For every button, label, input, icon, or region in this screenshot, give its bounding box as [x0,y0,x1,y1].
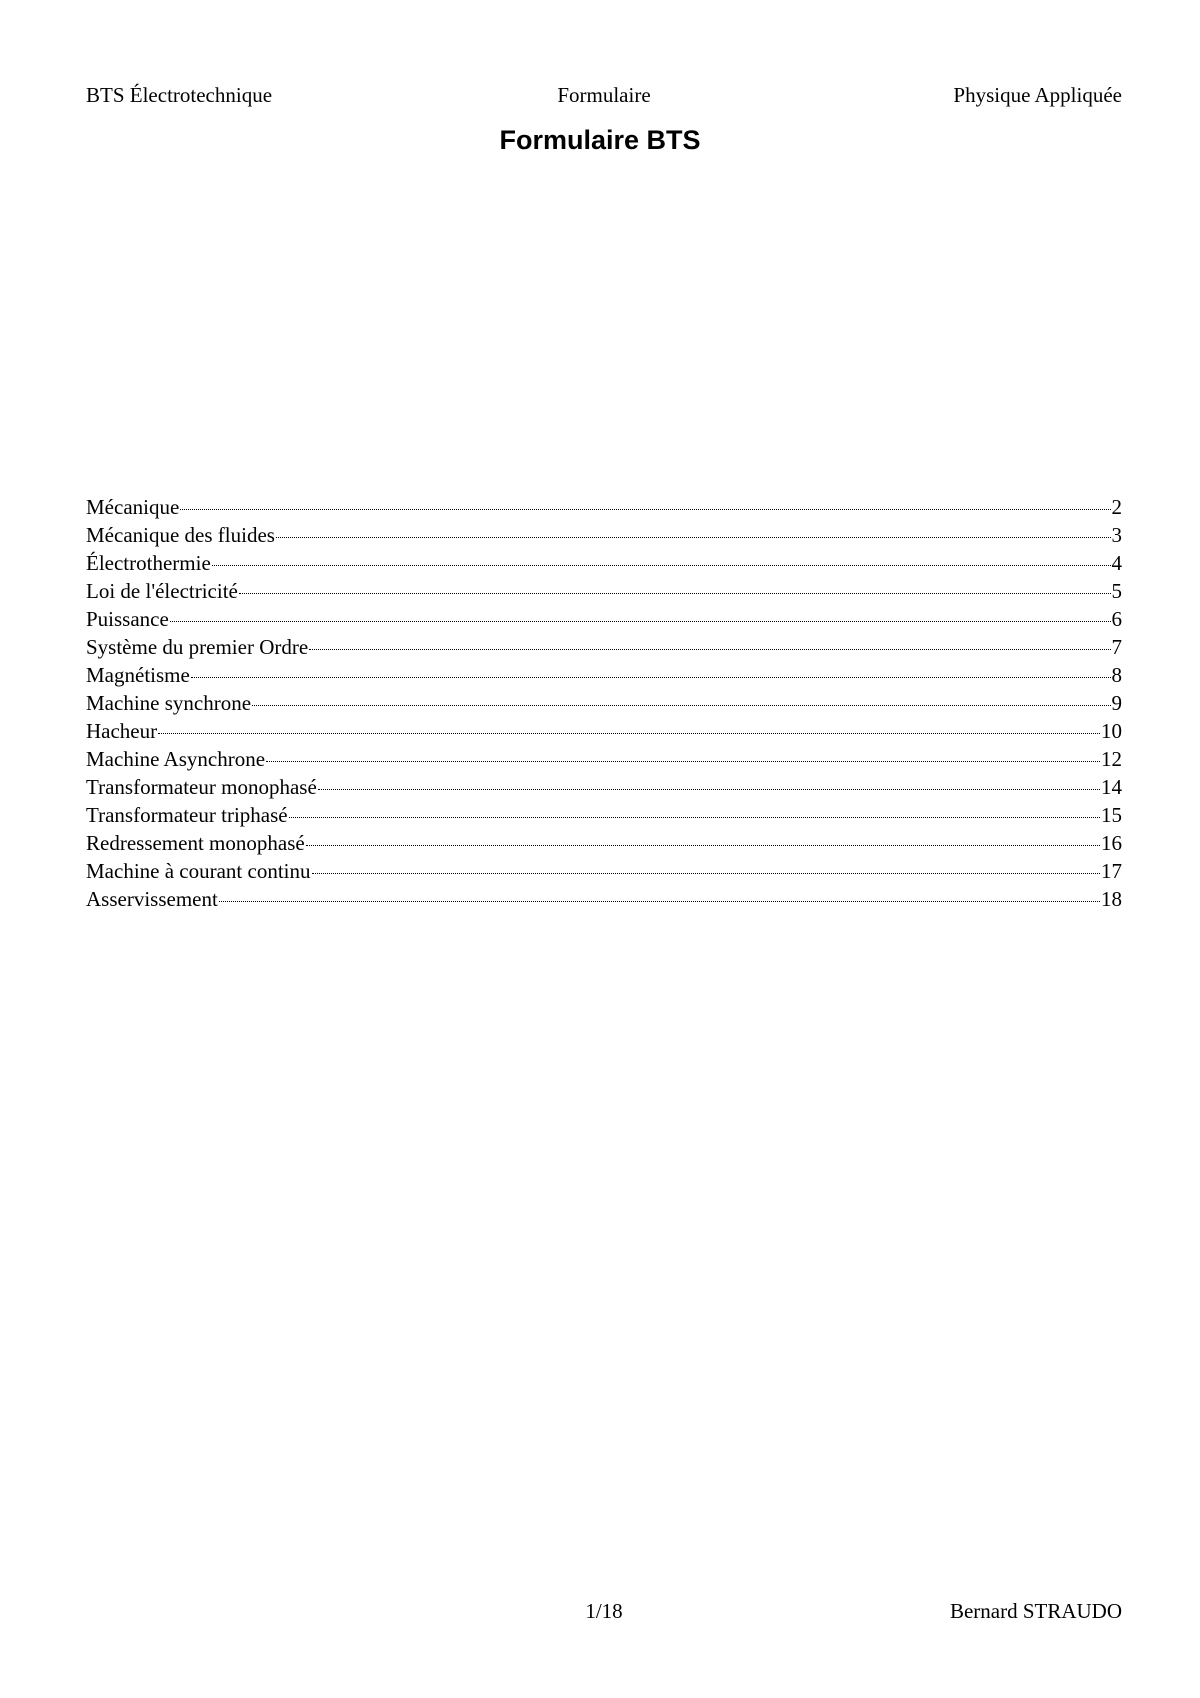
toc-entry-page: 9 [1111,691,1122,715]
toc-leader-dots [212,565,1111,566]
toc-entry-page: 16 [1101,831,1122,855]
toc-entry-label: Mécanique [86,495,180,519]
toc-leader-dots [309,649,1110,650]
toc-entry[interactable] [86,857,1122,885]
toc-entry[interactable] [86,745,1122,773]
table-of-contents [86,493,1122,913]
toc-entry-page: 8 [1111,663,1122,687]
toc-entry-label: Loi de l'électricité [86,579,238,603]
toc-entry-label: Machine synchrone [86,691,252,715]
toc-leader-dots [289,817,1100,818]
toc-entry-page: 18 [1101,887,1122,911]
toc-entry[interactable] [86,885,1122,913]
toc-entry-page: 7 [1111,635,1122,659]
header-right: Physique Appliquée [953,83,1122,107]
toc-leader-dots [318,789,1100,790]
toc-entry[interactable] [86,493,1122,521]
toc-entry[interactable] [86,829,1122,857]
toc-leader-dots [219,901,1100,902]
toc-entry-page: 6 [1111,607,1122,631]
footer-author: Bernard STRAUDO [949,1599,1122,1623]
toc-entry-page: 4 [1111,551,1122,575]
toc-leader-dots [170,621,1111,622]
page-title: Formulaire BTS [499,125,701,155]
toc-entry-label: Machine à courant continu [86,859,311,883]
toc-entry-label: Mécanique des fluides [86,523,275,547]
toc-entry[interactable] [86,605,1122,633]
toc-entry-label: Magnétisme [86,663,190,687]
toc-leader-dots [239,593,1111,594]
toc-entry-page: 15 [1101,803,1122,827]
toc-entry-page: 2 [1111,495,1122,519]
header-left: BTS Électrotechnique [86,83,273,107]
toc-leader-dots [252,705,1110,706]
toc-entry-page: 17 [1101,859,1122,883]
toc-entry[interactable] [86,577,1122,605]
toc-entry-page: 14 [1101,775,1122,799]
toc-entry[interactable] [86,521,1122,549]
toc-leader-dots [191,677,1111,678]
toc-entry-page: 12 [1101,747,1122,771]
page-header [86,80,1122,110]
toc-leader-dots [306,845,1100,846]
toc-entry[interactable] [86,549,1122,577]
toc-entry-label: Puissance [86,607,169,631]
header-center: Formulaire [557,83,651,107]
toc-entry-label: Électrothermie [86,551,211,575]
toc-leader-dots [312,873,1101,874]
toc-entry-label: Redressement monophasé [86,831,305,855]
toc-entry-label: Transformateur triphasé [86,803,288,827]
toc-leader-dots [276,537,1111,538]
toc-entry[interactable] [86,633,1122,661]
toc-entry[interactable] [86,661,1122,689]
toc-entry[interactable] [86,773,1122,801]
toc-entry-label: Hacheur [86,719,158,743]
toc-leader-dots [158,733,1100,734]
toc-entry[interactable] [86,801,1122,829]
toc-entry-page: 3 [1111,523,1122,547]
footer-page-number: 1/18 [585,1599,623,1623]
toc-entry-label: Transformateur monophasé [86,775,317,799]
toc-entry-label: Machine Asynchrone [86,747,266,771]
toc-entry[interactable] [86,689,1122,717]
toc-leader-dots [180,509,1110,510]
page-footer [86,1596,1122,1626]
toc-leader-dots [266,761,1100,762]
toc-entry-page: 10 [1101,719,1122,743]
toc-entry-label: Asservissement [86,887,218,911]
toc-entry-label: Système du premier Ordre [86,635,309,659]
toc-entry-page: 5 [1111,579,1122,603]
toc-entry[interactable] [86,717,1122,745]
